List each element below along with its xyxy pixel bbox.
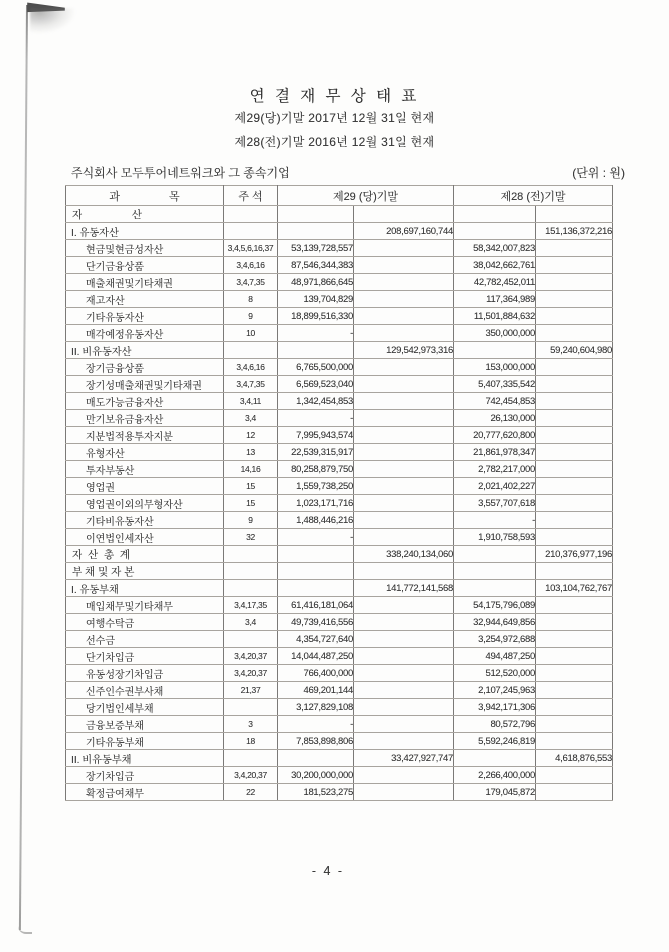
amount-cell-prior-total (536, 512, 613, 529)
amount-cell-prior-detail (454, 223, 536, 240)
table-row (66, 682, 613, 699)
amount-cell-current-total (354, 444, 454, 461)
note-ref-cell: 12 (224, 427, 278, 444)
amount-cell-prior-detail: 2,107,245,963 (454, 682, 536, 699)
amount-cell-current-detail: 49,739,416,556 (278, 614, 354, 631)
account-label-cell: 재고자산 (66, 291, 224, 308)
note-ref-cell: 9 (224, 512, 278, 529)
table-row (66, 325, 613, 342)
account-label-cell: 선수금 (66, 631, 224, 648)
note-ref-cell (224, 699, 278, 716)
amount-cell-current-total (354, 206, 454, 223)
table-row (66, 750, 613, 767)
amount-cell-prior-detail: 512,520,000 (454, 665, 536, 682)
table-row (66, 648, 613, 665)
table-row (66, 376, 613, 393)
account-label-cell: 기타비유동자산 (66, 512, 224, 529)
amount-cell-prior-detail (454, 750, 536, 767)
amount-cell-prior-detail: 153,000,000 (454, 359, 536, 376)
amount-cell-current-total (354, 733, 454, 750)
amount-cell-current-total (354, 478, 454, 495)
amount-cell-current-total: 208,697,160,744 (354, 223, 454, 240)
account-label-cell: 현금및현금성자산 (66, 240, 224, 257)
amount-cell-prior-detail: 117,364,989 (454, 291, 536, 308)
table-row (66, 631, 613, 648)
note-ref-cell (224, 631, 278, 648)
amount-cell-prior-detail: 32,944,649,856 (454, 614, 536, 631)
table-row (66, 495, 613, 512)
amount-cell-current-detail: - (278, 410, 354, 427)
account-label-cell: I. 유동자산 (66, 223, 224, 240)
amount-cell-prior-detail (454, 206, 536, 223)
table-row (66, 699, 613, 716)
account-label-cell: 기타유동자산 (66, 308, 224, 325)
page-title: 연 결 재 무 상 태 표 (249, 88, 420, 105)
account-label-cell: 장기성매출채권및기타채권 (66, 376, 224, 393)
amount-cell-prior-detail: 3,942,171,306 (454, 699, 536, 716)
table-row (66, 733, 613, 750)
amount-cell-current-total: 33,427,927,747 (354, 750, 454, 767)
amount-cell-prior-detail: 2,021,402,227 (454, 478, 536, 495)
amount-cell-prior-detail: 742,454,853 (454, 393, 536, 410)
account-label-cell: 매입채무및기타채무 (66, 597, 224, 614)
amount-cell-prior-total (536, 682, 613, 699)
amount-cell-prior-total (536, 291, 613, 308)
amount-cell-prior-total (536, 614, 613, 631)
amount-cell-current-detail: - (278, 716, 354, 733)
table-row (66, 580, 613, 597)
table-row (66, 427, 613, 444)
note-ref-cell: 14,16 (224, 461, 278, 478)
amount-cell-prior-total (536, 325, 613, 342)
note-ref-cell: 3,4,20,37 (224, 767, 278, 784)
amount-cell-prior-detail: 350,000,000 (454, 325, 536, 342)
amount-cell-current-total (354, 597, 454, 614)
table-row (66, 665, 613, 682)
amount-cell-prior-total (536, 784, 613, 801)
amount-cell-current-total (354, 631, 454, 648)
amount-cell-current-total (354, 410, 454, 427)
amount-cell-current-total (354, 427, 454, 444)
amount-cell-prior-total (536, 699, 613, 716)
amount-cell-current-total (354, 393, 454, 410)
note-ref-cell: 3,4,17,35 (224, 597, 278, 614)
note-ref-cell: 3,4,5,6,16,37 (224, 240, 278, 257)
column-header-current-period: 제29 (당)기말 (278, 186, 454, 206)
amount-cell-current-detail: 80,258,879,750 (278, 461, 354, 478)
account-label-cell: 영업권이외의무형자산 (66, 495, 224, 512)
amount-cell-prior-detail: 2,266,400,000 (454, 767, 536, 784)
table-body (66, 206, 613, 801)
amount-cell-current-total (354, 461, 454, 478)
amount-cell-prior-detail: 1,910,758,593 (454, 529, 536, 546)
amount-cell-prior-total: 210,376,977,196 (536, 546, 613, 563)
amount-cell-current-detail: 139,704,829 (278, 291, 354, 308)
amount-cell-prior-detail: 3,557,707,618 (454, 495, 536, 512)
amount-cell-current-detail: 18,899,516,330 (278, 308, 354, 325)
account-label-cell: 매각예정유동자산 (66, 325, 224, 342)
table-row (66, 444, 613, 461)
account-label-cell: 매출채권및기타채권 (66, 274, 224, 291)
amount-cell-current-detail: 53,139,728,557 (278, 240, 354, 257)
amount-cell-prior-detail: 38,042,662,761 (454, 257, 536, 274)
account-label-cell: 이연법인세자산 (66, 529, 224, 546)
amount-cell-current-detail: 766,400,000 (278, 665, 354, 682)
table-row (66, 274, 613, 291)
amount-cell-prior-detail: 5,592,246,819 (454, 733, 536, 750)
note-ref-cell: 3,4,20,37 (224, 648, 278, 665)
amount-cell-current-total (354, 257, 454, 274)
amount-cell-prior-detail: 2,782,217,000 (454, 461, 536, 478)
amount-cell-current-total (354, 716, 454, 733)
amount-cell-prior-total: 103,104,762,767 (536, 580, 613, 597)
amount-cell-current-detail: 87,546,344,383 (278, 257, 354, 274)
amount-cell-prior-total (536, 240, 613, 257)
amount-cell-prior-total: 151,136,372,216 (536, 223, 613, 240)
table-row (66, 240, 613, 257)
amount-cell-current-detail: 3,127,829,108 (278, 699, 354, 716)
table-row (66, 478, 613, 495)
amount-cell-current-detail (278, 563, 354, 580)
amount-cell-prior-detail: 11,501,884,632 (454, 308, 536, 325)
amount-cell-current-detail (278, 206, 354, 223)
amount-cell-current-detail (278, 580, 354, 597)
amount-cell-current-detail: 6,569,523,040 (278, 376, 354, 393)
table-row (66, 393, 613, 410)
amount-cell-prior-total (536, 274, 613, 291)
table-row (66, 716, 613, 733)
table-row (66, 342, 613, 359)
table-row (66, 563, 613, 580)
table-row (66, 767, 613, 784)
amount-cell-current-detail: 181,523,275 (278, 784, 354, 801)
amount-cell-current-detail: 6,765,500,000 (278, 359, 354, 376)
amount-cell-current-total: 141,772,141,568 (354, 580, 454, 597)
amount-cell-prior-total: 4,618,876,553 (536, 750, 613, 767)
table-row (66, 461, 613, 478)
note-ref-cell: 18 (224, 733, 278, 750)
table-row (66, 291, 613, 308)
amount-cell-current-total (354, 495, 454, 512)
note-ref-cell (224, 206, 278, 223)
table-header-row (66, 186, 613, 206)
table-row (66, 308, 613, 325)
account-label-cell: 단기차입금 (66, 648, 224, 665)
account-label-cell: 여행수탁금 (66, 614, 224, 631)
period-line-prior: 제28(전)기말 2016년 12월 31일 현재 (234, 135, 435, 149)
table-row (66, 614, 613, 631)
note-ref-cell: 3,4,6,16 (224, 257, 278, 274)
account-label-cell: 영업권 (66, 478, 224, 495)
amount-cell-current-detail: 22,539,315,917 (278, 444, 354, 461)
account-label-cell: II. 비유동자산 (66, 342, 224, 359)
amount-cell-prior-detail: 58,342,007,823 (454, 240, 536, 257)
amount-cell-current-total (354, 563, 454, 580)
note-ref-cell: 3,4 (224, 614, 278, 631)
amount-cell-prior-total (536, 597, 613, 614)
account-label-cell: 투자부동산 (66, 461, 224, 478)
amount-cell-prior-total (536, 478, 613, 495)
amount-cell-prior-total (536, 733, 613, 750)
account-label-cell: 매도가능금융자산 (66, 393, 224, 410)
amount-cell-prior-total (536, 631, 613, 648)
account-label-cell: 단기금융상품 (66, 257, 224, 274)
account-label-cell: 금융보증부채 (66, 716, 224, 733)
amount-cell-current-detail: 48,971,866,645 (278, 274, 354, 291)
table-row (66, 223, 613, 240)
amount-cell-current-total (354, 308, 454, 325)
note-ref-cell: 3 (224, 716, 278, 733)
amount-cell-current-detail: 1,023,171,716 (278, 495, 354, 512)
amount-cell-prior-total (536, 206, 613, 223)
amount-cell-current-total (354, 291, 454, 308)
amount-cell-current-detail: 7,853,898,806 (278, 733, 354, 750)
table-row (66, 206, 613, 223)
amount-cell-prior-total (536, 376, 613, 393)
account-label-cell: 신주인수권부사채 (66, 682, 224, 699)
table-row (66, 546, 613, 563)
amount-cell-current-total (354, 325, 454, 342)
amount-cell-current-total (354, 240, 454, 257)
account-label-cell: 부 채 및 자 본 (66, 563, 224, 580)
note-ref-cell: 9 (224, 308, 278, 325)
table-row (66, 597, 613, 614)
amount-cell-prior-detail: 80,572,796 (454, 716, 536, 733)
account-label-cell: 자 산 총 계 (66, 546, 224, 563)
amount-cell-prior-detail (454, 580, 536, 597)
note-ref-cell: 3,4,7,35 (224, 376, 278, 393)
amount-cell-current-detail: 1,342,454,853 (278, 393, 354, 410)
note-ref-cell: 3,4,7,35 (224, 274, 278, 291)
amount-cell-prior-total (536, 648, 613, 665)
balance-sheet-table (65, 185, 613, 801)
amount-cell-current-detail: 1,559,738,250 (278, 478, 354, 495)
amount-cell-current-detail: 30,200,000,000 (278, 767, 354, 784)
amount-cell-current-total (354, 614, 454, 631)
account-label-cell: I. 유동부채 (66, 580, 224, 597)
amount-cell-current-total (354, 767, 454, 784)
amount-cell-current-total (354, 699, 454, 716)
amount-cell-prior-total (536, 529, 613, 546)
amount-cell-current-detail: 61,416,181,064 (278, 597, 354, 614)
amount-cell-current-total (354, 665, 454, 682)
account-label-cell: 장기금융상품 (66, 359, 224, 376)
account-label-cell: 자 산 (66, 206, 224, 223)
amount-cell-prior-total (536, 308, 613, 325)
amount-cell-prior-detail: 26,130,000 (454, 410, 536, 427)
note-ref-cell (224, 342, 278, 359)
amount-cell-current-total (354, 648, 454, 665)
amount-cell-current-total (354, 784, 454, 801)
amount-cell-prior-total (536, 359, 613, 376)
amount-cell-current-detail: - (278, 529, 354, 546)
note-ref-cell (224, 563, 278, 580)
amount-cell-current-detail: 469,201,144 (278, 682, 354, 699)
amount-cell-prior-detail: 494,487,250 (454, 648, 536, 665)
note-ref-cell (224, 580, 278, 597)
note-ref-cell: 15 (224, 478, 278, 495)
amount-cell-prior-detail: 20,777,620,800 (454, 427, 536, 444)
period-line-current: 제29(당)기말 2017년 12월 31일 현재 (234, 111, 435, 125)
amount-cell-current-detail (278, 750, 354, 767)
amount-cell-current-detail (278, 223, 354, 240)
unit-label: (단위 : 원) (572, 166, 625, 180)
account-label-cell: 유형자산 (66, 444, 224, 461)
amount-cell-prior-total (536, 257, 613, 274)
table-row (66, 529, 613, 546)
amount-cell-prior-detail: 21,861,978,347 (454, 444, 536, 461)
amount-cell-prior-total: 59,240,604,980 (536, 342, 613, 359)
amount-cell-prior-total (536, 410, 613, 427)
company-name: 주식회사 모두투어네트워크와 그 종속기업 (71, 166, 290, 180)
table-row (66, 410, 613, 427)
note-ref-cell: 3,4,6,16 (224, 359, 278, 376)
company-row (0, 154, 669, 185)
amount-cell-prior-detail (454, 563, 536, 580)
note-ref-cell: 3,4,20,37 (224, 665, 278, 682)
amount-cell-current-detail: 4,354,727,640 (278, 631, 354, 648)
table-row (66, 512, 613, 529)
amount-cell-prior-detail (454, 342, 536, 359)
scan-corner-shadow (30, 8, 76, 34)
amount-cell-prior-detail: 179,045,872 (454, 784, 536, 801)
amount-cell-current-detail: 14,044,487,250 (278, 648, 354, 665)
account-label-cell: 당기법인세부채 (66, 699, 224, 716)
amount-cell-prior-total (536, 716, 613, 733)
account-label-cell: 장기차입금 (66, 767, 224, 784)
amount-cell-prior-detail: - (454, 512, 536, 529)
amount-cell-current-total: 338,240,134,060 (354, 546, 454, 563)
amount-cell-current-detail (278, 546, 354, 563)
account-label-cell: 기타유동부채 (66, 733, 224, 750)
amount-cell-prior-total (536, 461, 613, 478)
account-label-cell: 만기보유금융자산 (66, 410, 224, 427)
scan-edge-hook (18, 926, 32, 934)
amount-cell-prior-detail: 5,407,335,542 (454, 376, 536, 393)
note-ref-cell: 15 (224, 495, 278, 512)
document-header (0, 0, 669, 154)
amount-cell-prior-total (536, 767, 613, 784)
column-header-note: 주 석 (224, 186, 278, 206)
amount-cell-current-total (354, 376, 454, 393)
amount-cell-prior-detail (454, 546, 536, 563)
note-ref-cell: 10 (224, 325, 278, 342)
note-ref-cell: 3,4,11 (224, 393, 278, 410)
amount-cell-current-total (354, 682, 454, 699)
amount-cell-current-total (354, 512, 454, 529)
table-row (66, 784, 613, 801)
amount-cell-current-detail: 7,995,943,574 (278, 427, 354, 444)
amount-cell-current-total (354, 274, 454, 291)
account-label-cell: 유동성장기차입금 (66, 665, 224, 682)
note-ref-cell: 3,4 (224, 410, 278, 427)
amount-cell-current-detail: - (278, 325, 354, 342)
amount-cell-prior-total (536, 563, 613, 580)
account-label-cell: 확정급여채무 (66, 784, 224, 801)
column-header-account: 과 목 (66, 186, 224, 206)
account-label-cell: II. 비유동부채 (66, 750, 224, 767)
amount-cell-current-total: 129,542,973,316 (354, 342, 454, 359)
note-ref-cell: 21,37 (224, 682, 278, 699)
note-ref-cell: 13 (224, 444, 278, 461)
amount-cell-prior-total (536, 427, 613, 444)
note-ref-cell (224, 750, 278, 767)
table-row (66, 257, 613, 274)
note-ref-cell: 32 (224, 529, 278, 546)
amount-cell-prior-detail: 42,782,452,011 (454, 274, 536, 291)
amount-cell-current-detail: 1,488,446,216 (278, 512, 354, 529)
column-header-prior-period: 제28 (전)기말 (454, 186, 613, 206)
page-number: - 4 - (311, 864, 345, 878)
amount-cell-prior-detail: 3,254,972,688 (454, 631, 536, 648)
note-ref-cell: 8 (224, 291, 278, 308)
amount-cell-prior-total (536, 444, 613, 461)
amount-cell-prior-detail: 54,175,796,089 (454, 597, 536, 614)
amount-cell-current-total (354, 359, 454, 376)
table-row (66, 359, 613, 376)
amount-cell-prior-total (536, 393, 613, 410)
note-ref-cell (224, 546, 278, 563)
amount-cell-prior-total (536, 665, 613, 682)
amount-cell-current-detail (278, 342, 354, 359)
amount-cell-prior-total (536, 495, 613, 512)
account-label-cell: 지분법적용투자지분 (66, 427, 224, 444)
amount-cell-current-total (354, 529, 454, 546)
note-ref-cell: 22 (224, 784, 278, 801)
note-ref-cell (224, 223, 278, 240)
